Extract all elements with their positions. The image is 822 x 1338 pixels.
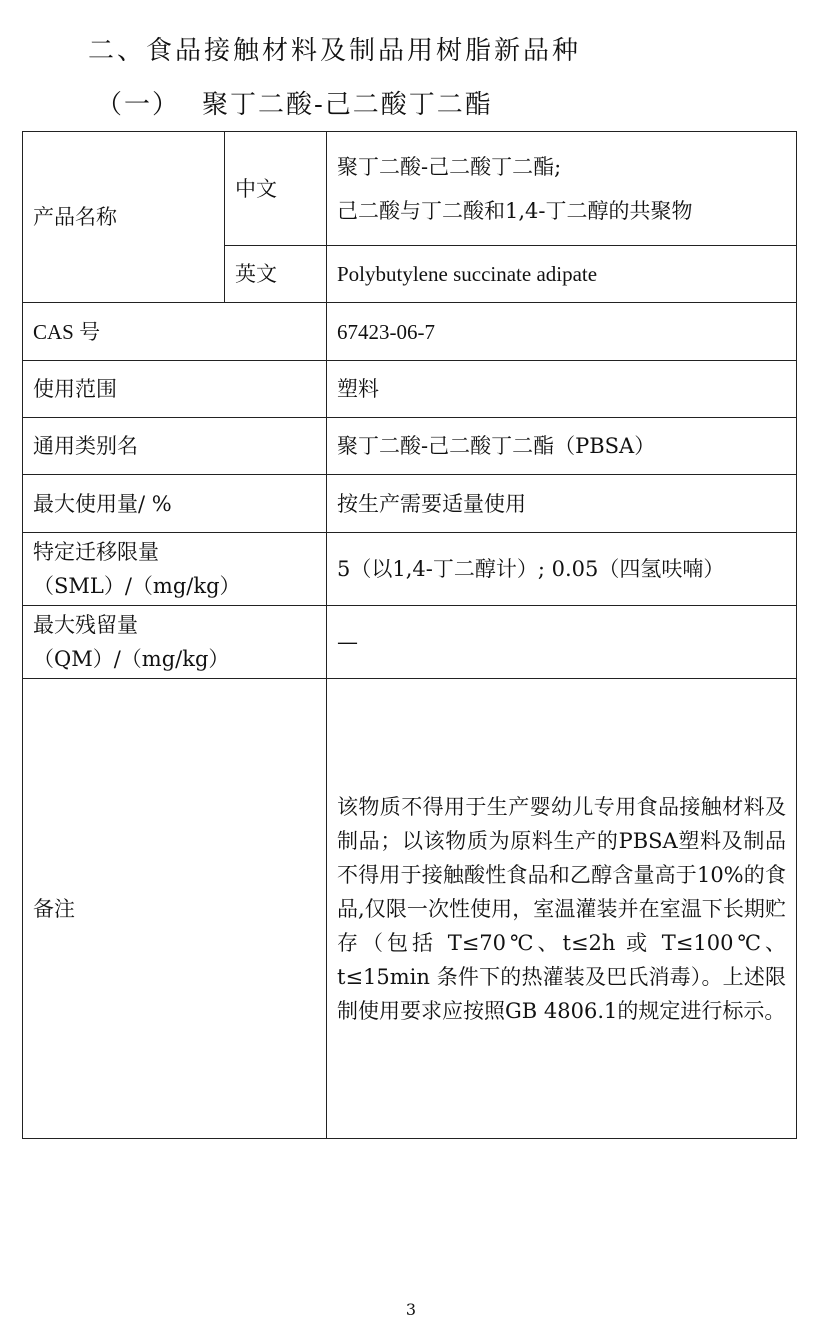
chinese-name-line1: 聚丁二酸-己二酸丁二酯; — [337, 154, 562, 179]
table-row — [23, 533, 797, 606]
product-name-label: 产品名称 — [23, 132, 225, 303]
table-row — [23, 606, 797, 679]
table-row — [23, 418, 797, 475]
remarks-label: 备注 — [23, 679, 327, 1139]
chinese-label: 中文 — [225, 132, 327, 246]
qm-label-line1: 最大残留量 — [33, 613, 138, 637]
english-name: Polybutylene succinate adipate — [327, 246, 797, 303]
sml-label-line1: 特定迁移限量 — [33, 540, 159, 564]
generic-name-label: 通用类别名 — [23, 418, 327, 475]
table-row — [23, 475, 797, 533]
chinese-name-cell — [327, 132, 797, 246]
max-usage-label: 最大使用量/ % — [23, 475, 327, 533]
table-row — [23, 679, 797, 1139]
subsection-name: 聚丁二酸-己二酸丁二酯 — [202, 90, 493, 120]
specification-table — [22, 131, 797, 1139]
table-row — [23, 361, 797, 418]
max-usage-value: 按生产需要适量使用 — [327, 475, 797, 533]
generic-name-value: 聚丁二酸-己二酸丁二酯（PBSA） — [327, 418, 797, 475]
sml-value: 5（以1,4-丁二醇计）; 0.05（四氢呋喃） — [327, 533, 797, 606]
cas-value: 67423-06-7 — [327, 303, 797, 361]
sml-label — [23, 533, 327, 606]
scope-label: 使用范围 — [23, 361, 327, 418]
sml-label-line2: （SML）/（mg/kg） — [33, 574, 241, 598]
section-title: 二、食品接触材料及制品用树脂新品种 — [88, 36, 582, 66]
page-number: 3 — [405, 1300, 417, 1319]
scope-value: 塑料 — [327, 361, 797, 418]
remarks-value: 该物质不得用于生产婴幼儿专用食品接触材料及制品；以该物质为原料生产的PBSA塑料及制品不得用于接触酸性食品和乙醇含量高于10%的食品,仅限一次性使用，室温灌装并在室温下长期贮存（包括 T≤70℃、t≤2h 或 T≤100℃、t≤15min 条件下的热灌装及巴氏消毒）。上述限制使用要求应按照GB 4806.1的规定进行标示。 — [327, 679, 797, 1139]
table-row — [23, 303, 797, 361]
chinese-name-line2: 己二酸与丁二酸和1,4-丁二醇的共聚物 — [337, 198, 693, 223]
subsection-title — [96, 84, 493, 121]
qm-value: — — [327, 606, 797, 679]
english-label: 英文 — [225, 246, 327, 303]
subsection-number: （一） — [96, 90, 181, 120]
qm-label-line2: （QM）/（mg/kg） — [33, 647, 230, 671]
table-row — [23, 132, 797, 246]
qm-label — [23, 606, 327, 679]
cas-label: CAS 号 — [23, 303, 327, 361]
